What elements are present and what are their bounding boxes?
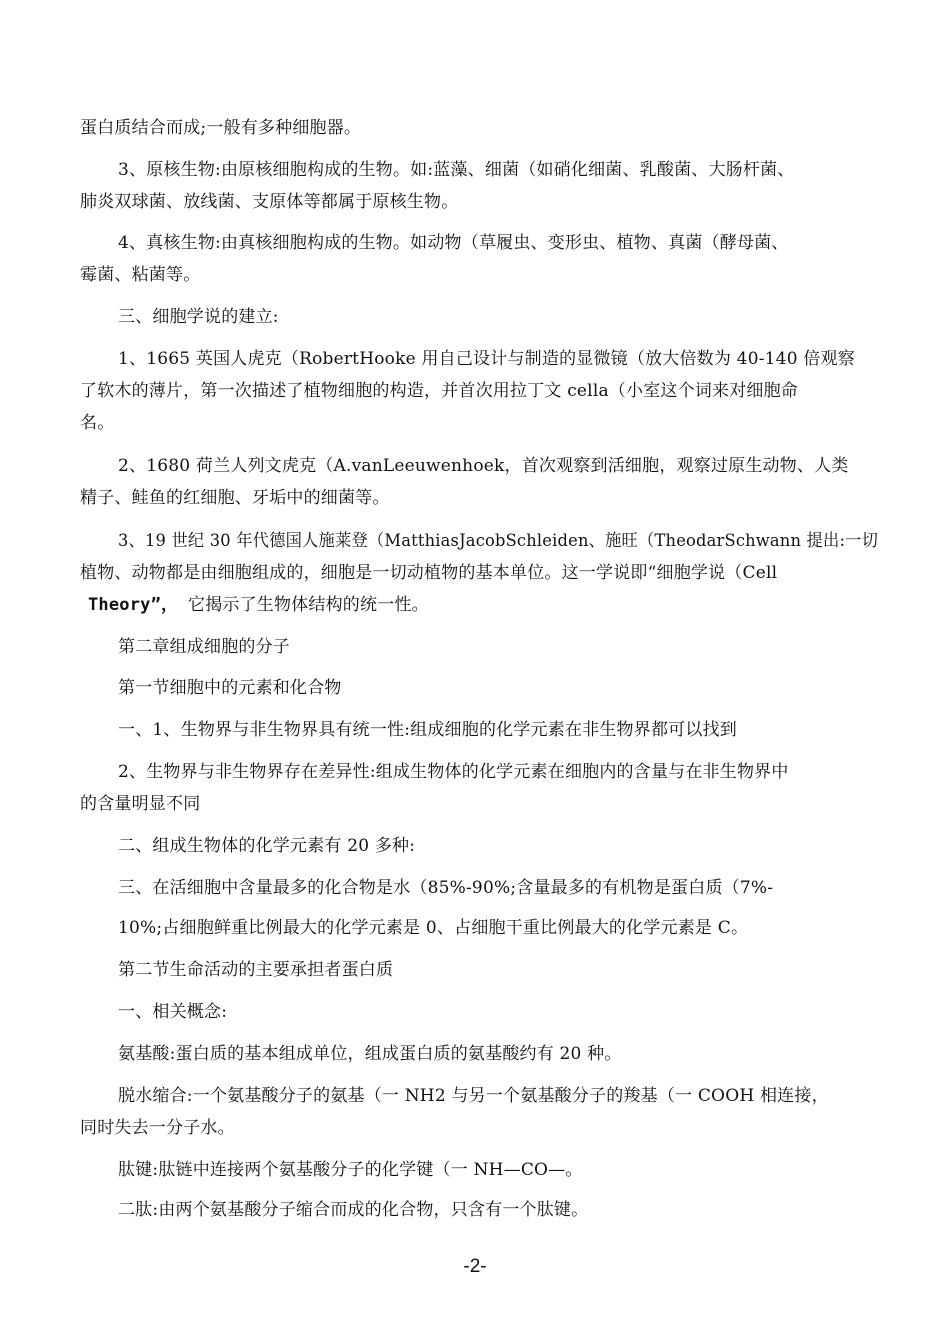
text-line: 同时失去一分子水。 — [80, 1118, 235, 1138]
text-line: 二、组成生物体的化学元素有 20 多种: — [118, 836, 416, 856]
text-line: 了软木的薄片，第一次描述了植物细胞的构造，并首次用拉丁文 cella（小室这个词来对细胞命 — [80, 381, 798, 401]
text-line: 名。 — [80, 413, 115, 433]
text-line: 肽键:肽链中连接两个氨基酸分子的化学键（一 NH—CO—。 — [118, 1160, 583, 1180]
text-line: 3、19 世纪 30 年代德国人施莱登（MatthiasJacobSchleiden、施旺（TheodarSchwann 提出:一切 — [118, 531, 879, 551]
text-line: 蛋白质结合而成;一般有多种细胞器。 — [80, 118, 362, 138]
text-line: 2、生物界与非生物界存在差异性:组成生物体的化学元素在细胞内的含量与在非生物界中 — [118, 762, 789, 782]
text-line: 10%;占细胞鲜重比例最大的化学元素是 0、占细胞干重比例最大的化学元素是 C。 — [118, 918, 749, 938]
text-line: 4、真核生物:由真核细胞构成的生物。如动物（草履虫、变形虫、植物、真菌（酵母菌、 — [118, 233, 789, 253]
text-line: 的含量明显不同 — [80, 794, 201, 814]
text-line: 一、1、生物界与非生物界具有统一性:组成细胞的化学元素在非生物界都可以找到 — [118, 720, 737, 740]
text-line: 植物、动物都是由细胞组成的，细胞是一切动植物的基本单位。这一学说即“细胞学说（Cell — [80, 563, 778, 583]
text-line: 霉菌、粘菌等。 — [80, 265, 201, 285]
section-heading: 三、细胞学说的建立: — [118, 307, 279, 327]
text-line: 精子、鲑鱼的红细胞、牙垢中的细菌等。 — [80, 488, 390, 508]
section-heading: 第一节细胞中的元素和化合物 — [118, 678, 342, 698]
section-heading: 第二节生命活动的主要承担者蛋白质 — [118, 960, 394, 980]
text-line: 2、1680 荷兰人列文虎克（A.vanLeeuwenhoek，首次观察到活细胞，观察过原生动物、人类 — [118, 456, 849, 476]
text-line: 脱水缩合:一个氨基酸分子的氨基（一 NH2 与另一个氨基酸分子的羧基（一 COOH 相连接， — [118, 1086, 829, 1106]
text-line: 三、在活细胞中含量最多的化合物是水（85%-90%;含量最多的有机物是蛋白质（7%- — [118, 878, 774, 898]
page-number: -2- — [463, 1256, 487, 1277]
text-line-term: Theory”， — [88, 595, 179, 615]
text-line: 二肽:由两个氨基酸分子缩合而成的化合物，只含有一个肽键。 — [118, 1200, 589, 1220]
text-line: 1、1665 英国人虎克（RobertHooke 用自己设计与制造的显微镜（放大倍数为 40-140 倍观察 — [118, 349, 855, 369]
text-line: 3、原核生物:由原核细胞构成的生物。如:蓝藻、细菌（如硝化细菌、乳酸菌、大肠杆菌、 — [118, 160, 795, 180]
text-line: 它揭示了生物体结构的统一性。 — [188, 595, 429, 615]
text-line: 肺炎双球菌、放线菌、支原体等都属于原核生物。 — [80, 192, 459, 212]
text-line: 氨基酸:蛋白质的基本组成单位，组成蛋白质的氨基酸约有 20 种。 — [118, 1044, 622, 1064]
section-heading: 一、相关概念: — [118, 1002, 228, 1022]
chapter-heading: 第二章组成细胞的分子 — [118, 637, 290, 657]
